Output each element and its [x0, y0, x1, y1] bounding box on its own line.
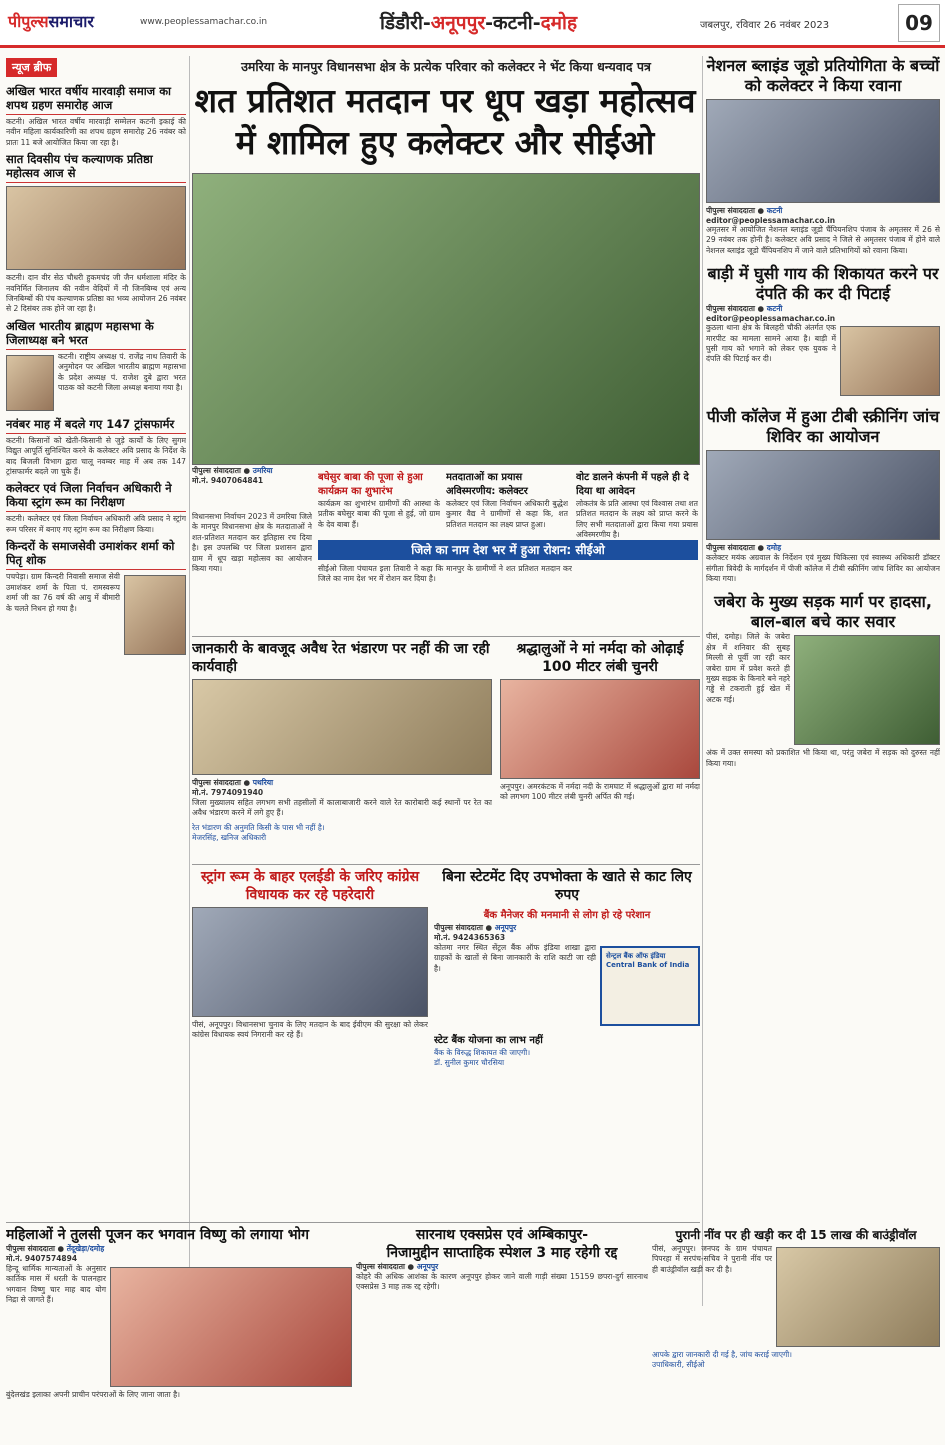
section-katni: -कटनी-: [485, 12, 541, 34]
brief-title[interactable]: अखिल भारत वर्षीय मारवाड़ी समाज का शपथ ग्रहण समारोह आज: [6, 84, 186, 115]
tulsi-body-row: [6, 1264, 352, 1390]
cow-body-row: [706, 323, 940, 399]
byline-location: दमोह: [766, 543, 782, 553]
brief-title[interactable]: किन्दरों के समाजसेवी उमाशंकर शर्मा को पितृ शोक: [6, 539, 186, 570]
photo-caption: अंक में उक्त समस्या को प्रकाशित भी किया था, परंतु जबेरा में सड़क को दुरुस्त नहीं किया गया।: [706, 748, 940, 768]
logo-part-b: समाचार: [48, 12, 94, 31]
article-body: कोहरे की अधिक आशंका के कारण अनूपपुर होकर जाने वाली गाड़ी संख्या 15159 छपरा-दुर्ग सारनाथ एक्सप्रेस 3 माह तक रद्द रहेगी।: [356, 1272, 648, 1292]
bank-sign-text-en: Central Bank of India: [606, 961, 690, 969]
logo-part-a: पीपुल्स: [8, 12, 49, 31]
judo-team-photo: [706, 99, 940, 203]
byline-mobile: मो.नं. 9424365363: [434, 933, 506, 942]
byline-author: पीपुल्स संवाददाता: [434, 923, 483, 932]
lead-headline-line: में शामिल हुए कलेक्टर और सीईओ: [235, 123, 655, 162]
brief-title[interactable]: नवंबर माह में बदले गए 147 ट्रांसफार्मर: [6, 417, 186, 434]
portrait-photo: [6, 355, 54, 411]
byline-mobile: मो.नं. 7974091940: [192, 788, 264, 797]
brief-title[interactable]: सात दिवसीय पंच कल्याणक प्रतिष्ठा महोत्सव आज से: [6, 152, 186, 183]
article-body: पीसं, अनूपपुर। विधानसभा चुनाव के लिए मतदान के बाद ईवीएम की सुरक्षा को लेकर कांग्रेस विधायक स्वयं निगरानी कर रहे हैं।: [192, 1020, 428, 1040]
column-divider: [702, 56, 703, 1306]
brief-body: पचपेड़ा। ग्राम किन्दरी निवासी समाज सेवी उमाशंकर शर्मा के पिता पं. रामस्वरूप शर्मा जी का 76 वर्ष की आयु में बीमारी के चलते निधन हो गया है।: [6, 572, 120, 613]
byline-author: पीपुल्स संवाददाता: [192, 778, 241, 787]
section-divider: [6, 1222, 700, 1223]
article-body: विधानसभा निर्वाचन 2023 में उमरिया जिले के मानपुर विधानसभा क्षेत्र के मतदाताओं ने शत-प्रतिशत मतदान कर इतिहास रच दिया है। इस उपलब्धि पर जिला प्रशासन द्वारा ग्राम में धूप खड़ा महोत्सव का आयोजन किया गया।: [192, 512, 312, 574]
tb-camp-photo: [706, 450, 940, 540]
lead-banner: जिले का नाम देश भर में हुआ रोशन: सीईओ: [318, 540, 698, 560]
article-subhead: बघेसुर बाबा की पूजा से हुआ कार्यक्रम का शुभारंभ: [318, 472, 423, 497]
sand-headline[interactable]: जानकारी के बावजूद अवैध रेत भंडारण पर नहीं की जा रही कार्यवाही: [192, 641, 490, 675]
official-quote: आपके द्वारा जानकारी दी गई है, जांच कराई जाएगी।: [652, 1350, 792, 1359]
brief-body: कटनी। राष्ट्रीय अध्यक्ष पं. राजेंद्र नाथ तिवारी के अनुमोदन पर अखिल भारतीय ब्राह्मण महासभा के प्रदेश अध्यक्ष पं. राजेश दुबे द्वारा भरत पाठक को कटनी जिला अध्यक्ष बनाया गया है।: [58, 351, 186, 393]
article-subhead: वोट डालने कंपनी में पहले ही दे दिया था आवेदन: [576, 472, 689, 497]
cow-headline[interactable]: बाड़ी में घुसी गाय की शिकायत करने पर दंपति की कर दी पिटाई: [707, 264, 939, 304]
section-divider: [192, 636, 700, 637]
brief-body: कटनी। दान वीर सेठ चौधरी हुकमचंद जी जैन धर्मशाला मंदिर के नवनिर्मित जिनालय की नवीन वेदियों में नौ जिनबिम्ब एवं अन्य जिनबिम्बों की पंच कल्याणक प्रतिष्ठा का भव्य आयोजन 26 नवंबर से 2 दिसंबर तक होने जा रहा है।: [6, 273, 186, 314]
lead-event-photo: [192, 173, 700, 465]
river-chunari-photo: [500, 679, 700, 779]
brief-title[interactable]: कलेक्टर एवं जिला निर्वाचन अधिकारी ने किया स्ट्रांग रूम का निरीक्षण: [6, 481, 186, 512]
official-quote: बैंक के विरुद्ध शिकायत की जाएगी।: [434, 1048, 531, 1057]
masthead: [0, 0, 945, 48]
byline-location: पथरिया: [252, 778, 274, 787]
train-story: [356, 1226, 648, 1438]
bank-headline[interactable]: बिना स्टेटमेंट दिए उपभोक्ता के खाते से काट लिए रुपए: [442, 869, 692, 903]
train-headline-line: सारनाथ एक्सप्रेस एवं अम्बिकापुर-: [415, 1227, 589, 1243]
lead-headline-line: शत प्रतिशत मतदान पर धूप खड़ा महोत्सव: [194, 81, 696, 120]
byline: पीपुल्स संवाददाता ● अनूपपुर: [434, 923, 517, 932]
sand-pile-photo: [192, 679, 492, 775]
byline-location: उमरिया: [252, 466, 273, 475]
sand-story: [192, 640, 492, 860]
bank-subhead: बैंक मैनेजर की मनमानी से लोग हो रहे परेशान: [483, 910, 651, 921]
road-body-row: [706, 632, 940, 748]
official-name: डॉ. सुनील कुमार चौरसिया: [434, 1058, 505, 1067]
tulsi-story: [6, 1226, 352, 1438]
section-damoh: दमोह: [540, 12, 578, 34]
section-title: [380, 9, 577, 35]
official-quote: रेत भंडारण की अनुमति किसी के पास भी नहीं है।: [192, 822, 325, 832]
official-name: उपाधिकारी, सीईओ: [652, 1360, 705, 1369]
byline-author: पीपुल्स संवाददाता: [706, 304, 755, 314]
chunari-story: [500, 640, 700, 860]
bank-signboard-photo: [600, 946, 700, 1026]
byline: पीपुल्स संवाददाता ● कटनी: [706, 206, 783, 215]
section-dindori: डिंडौरी-: [380, 12, 431, 34]
tb-headline[interactable]: पीजी कॉलेज में हुआ टीबी स्क्रीनिंग जांच शिविर का आयोजन: [706, 407, 940, 447]
lead-kicker: उमरिया के मानपुर विधानसभा क्षेत्र के प्रत्येक परिवार को कलेक्टर ने भेंट किया धन्यवाद पत्र: [241, 59, 651, 74]
byline: पीपुल्स संवाददाता ● पथरिया: [192, 778, 274, 787]
section-anuppur: अनूपपुर: [430, 12, 486, 34]
bank-story: [434, 868, 700, 1198]
article-body: अनूपपुर। अमरकंटक में नर्मदा नदी के रामघाट में श्रद्धालुओं द्वारा मां नर्मदा को लगभग 100 मीटर लंबी चुनरी अर्पित की गई।: [500, 782, 700, 802]
byline-location: अनूपपुर: [494, 923, 517, 932]
article-body: कार्यक्रम का शुभारंभ ग्रामीणों की आस्था के प्रतीक बघेसुर बाबा की पूजा से हुई, जो ग्राम के देव बाबा हैं।: [318, 499, 440, 529]
byline: पीपुल्स संवाददाता ● उमरिया: [192, 466, 273, 475]
article-subhead: स्टेट बैंक योजना का लाभ नहीं: [434, 1035, 543, 1046]
official-name: मेजरसिंह, खनिज अधिकारी: [192, 832, 267, 842]
news-brief-column: [6, 56, 186, 1316]
site-url[interactable]: www.peoplessamachar.co.in: [140, 17, 268, 27]
article-body: कलेक्टर एवं जिला निर्वाचन अधिकारी बुद्धेश कुमार वैद्य ने ग्रामीणों से कहा कि, शत प्रतिशत मतदान का लक्ष्य प्राप्त हुआ।: [446, 499, 568, 529]
page-number: 09: [898, 4, 940, 42]
train-headline-line: निजामुद्दीन साप्ताहिक स्पेशल 3 माह रहेगी रद्द: [386, 1245, 618, 1261]
article-body: कुठला थाना क्षेत्र के बिलहरी चौकी अंतर्गत एक मारपीट का मामला सामने आया है। बाड़ी में घुसी गाय को भगाने को लेकर एक युवक ने दंपति की पिटाई कर दी।: [706, 323, 836, 364]
car-accident-photo: [794, 635, 940, 745]
byline-author: पीपुल्स संवाददाता: [706, 543, 755, 553]
byline-email[interactable]: editor@peoplessamachar.co.in: [706, 216, 836, 225]
strongroom-headline[interactable]: स्ट्रांग रूम के बाहर एलईडी के जरिए कांग्रेस विधायक कर रहे पहरेदारी: [200, 869, 420, 903]
news-brief-tag: न्यूज ब्रीफ: [6, 58, 57, 77]
byline: पीपुल्स संवाददाता ● तेंदूखेड़ा/दमोह: [6, 1244, 105, 1253]
article-body: अमृतसर में आयोजित नेशनल ब्लाइंड जूडो चैंपियनशिप पंजाब के अमृतसर में 26 से 29 नवंबर तक होनी है। कलेक्टर अवि प्रसाद ने जिले से अमृतसर पंजाब में होने वाले नेशनल ब्लाइंड जूडो चैंपियनशिप में जाने वाले प्रतिभागियों को रवाना किया।: [706, 225, 940, 255]
brief-body: कटनी। किसानों को खेती-किसानी से जुड़े कार्यों के लिए सुगम विद्युत आपूर्ति सुनिश्चित करने के कलेक्टर अवि प्रसाद के निर्देश के बाद बिजली विभाग द्वारा चालू नवम्बर माह में अब तक 147 ट्रांसफार्मर बदले जा चुके हैं।: [6, 435, 186, 477]
victim-photo: [840, 326, 940, 396]
wall-headline[interactable]: पुरानी नींव पर ही खड़ी कर दी 15 लाख की बाउंड्रीवॉल: [675, 1228, 917, 1242]
byline-author: पीपुल्स संवाददाता: [192, 466, 241, 475]
bank-body-row: [434, 943, 700, 1029]
byline-email[interactable]: editor@peoplessamachar.co.in: [706, 314, 836, 324]
lead-col2: [318, 466, 440, 538]
lead-col3: [446, 466, 568, 538]
lead-banner-body: [318, 564, 572, 612]
article-body: हिन्दू धार्मिक मान्यताओं के अनुसार कार्तिक मास में धरती के पालनहार भगवान विष्णु चार माह बाद योग निद्रा से जागते हैं।: [6, 1264, 106, 1305]
section-divider: [192, 864, 700, 865]
tulsi-puja-photo: [110, 1267, 352, 1387]
road-headline[interactable]: जबेरा के मुख्य सड़क मार्ग पर हादसा, बाल-बाल बचे कार सवार: [714, 592, 932, 632]
brief-body: कटनी। कलेक्टर एवं जिला निर्वाचन अधिकारी अवि प्रसाद ने स्ट्रांग रूम परिसर में बनाए गए स्ट्रांग रूम का निरीक्षण किया।: [6, 514, 186, 534]
portrait-photo: [124, 575, 186, 655]
byline-location: कटनी: [766, 304, 783, 314]
article-body: कलेक्टर मयंक अग्रवाल के निर्देशन एवं मुख्य चिकित्सा एवं स्वास्थ्य अधिकारी डॉक्टर संगीता त्रिवेदी के मार्गदर्शन में पीजी कॉलेज में टीबी स्क्रीनिंग जांच शिविर का आयोजन किया गया।: [706, 553, 940, 584]
article-body: पीसं, दमोह। जिले के जबेरा क्षेत्र में शनिवार की सुबह मिल्ली से पूर्वी जा रही कार जबेरा ग्राम में प्रवेश करते ही मुख्य सड़क के किनारे बने नहरे गड्ढे से टकराती हुई खेत में अटक गई।: [706, 632, 790, 704]
tulsi-headline[interactable]: महिलाओं ने तुलसी पूजन कर भगवान विष्णु को लगाया भोग: [6, 1227, 310, 1243]
dateline: जबलपुर, रविवार 26 नवंबर 2023: [700, 20, 830, 31]
brief-with-photo: [6, 352, 186, 414]
article-body: कोतमा नगर स्थित सेंट्रल बैंक ऑफ इंडिया शाखा द्वारा ग्राहकों के खातों से बिना जानकारी के राशि काटी जा रही है।: [434, 943, 596, 973]
byline-location: कटनी: [766, 206, 783, 215]
article-body: पीसं, अनूपपुर। जनपद के ग्राम पंचायत पिपरहा में सरपंच-सचिव ने पुरानी नींव पर ही बाउंड्रीवॉल खड़ी कर दी है।: [652, 1244, 772, 1274]
article-body: लोकतंत्र के प्रति आस्था एवं विश्वास तथा शत प्रतिशत मतदान के लक्ष्य को प्राप्त करने के लिए सभी मतदाताओं द्वारा किया गया प्रयास अविस्मरणीय है।: [576, 499, 698, 540]
strongroom-photo: [192, 907, 428, 1017]
byline: पीपुल्स संवाददाता ● कटनी: [706, 304, 783, 314]
brief-title[interactable]: अखिल भारतीय ब्राह्मण महासभा के जिलाध्यक्ष बने भरत: [6, 319, 186, 350]
brief-with-photo: [6, 572, 186, 658]
newspaper-logo[interactable]: [8, 10, 94, 32]
article-subhead: मतदाताओं का प्रयास अविस्मरणीय: कलेक्टर: [446, 472, 528, 497]
bank-sign-text: सेन्ट्रल बैंक ऑफ इंडिया: [606, 952, 666, 960]
byline: पीपुल्स संवाददाता ● अनूपपुर: [356, 1262, 439, 1271]
byline-location: तेंदूखेड़ा/दमोह: [66, 1244, 105, 1253]
jain-idol-photo: [6, 186, 186, 270]
byline-author: पीपुल्स संवाददाता: [356, 1262, 405, 1271]
lead-headline[interactable]: [190, 80, 700, 164]
right-column: [706, 56, 940, 1306]
article-body: बुंदेलखंड इलाका अपनी प्राचीन परंपराओं के लिए जाना जाता है।: [6, 1390, 181, 1399]
byline-author: पीपुल्स संवाददाता: [706, 206, 755, 215]
byline-location: अनूपपुर: [416, 1262, 439, 1271]
article-body: सीईओ जिला पंचायत इला तिवारी ने कहा कि मानपुर के ग्रामीणों ने शत प्रतिशत मतदान कर जिले का नाम देश भर में रोशन कर दिया है।: [318, 564, 572, 584]
byline-author: पीपुल्स संवाददाता: [6, 1244, 55, 1253]
byline-mobile: मो.नं. 9407064841: [192, 476, 264, 485]
judo-headline[interactable]: नेशनल ब्लाइंड जूडो प्रतियोगिता के बच्चों को कलेक्टर ने किया रवाना: [706, 56, 940, 95]
article-body: जिला मुख्यालय सहित लगभग सभी तहसीलों में कालाबाजारी करने वाले रेत कारोबारी कई स्थानों पर रेत का अवैध भंडारण करने में लगे हुए हैं।: [192, 798, 492, 818]
brief-body: कटनी। अखिल भारत वर्षीय मारवाड़ी सम्मेलन कटनी इकाई की नवीन महिला कार्यकारिणी का शपथ ग्रहण समारोह 26 नवंबर को प्रातः 11 बजे आयोजित किया जा रहा है।: [6, 117, 186, 147]
byline-mobile: मो.नं. 9407574894: [6, 1254, 78, 1263]
train-headline[interactable]: [356, 1226, 648, 1262]
column-divider: [189, 56, 190, 1316]
chunari-headline[interactable]: श्रद्धालुओं ने मां नर्मदा को ओढ़ाई 100 मीटर लंबी चुनरी: [516, 641, 684, 675]
byline: पीपुल्स संवाददाता ● दमोह: [706, 543, 782, 553]
strongroom-story: [192, 868, 428, 1198]
